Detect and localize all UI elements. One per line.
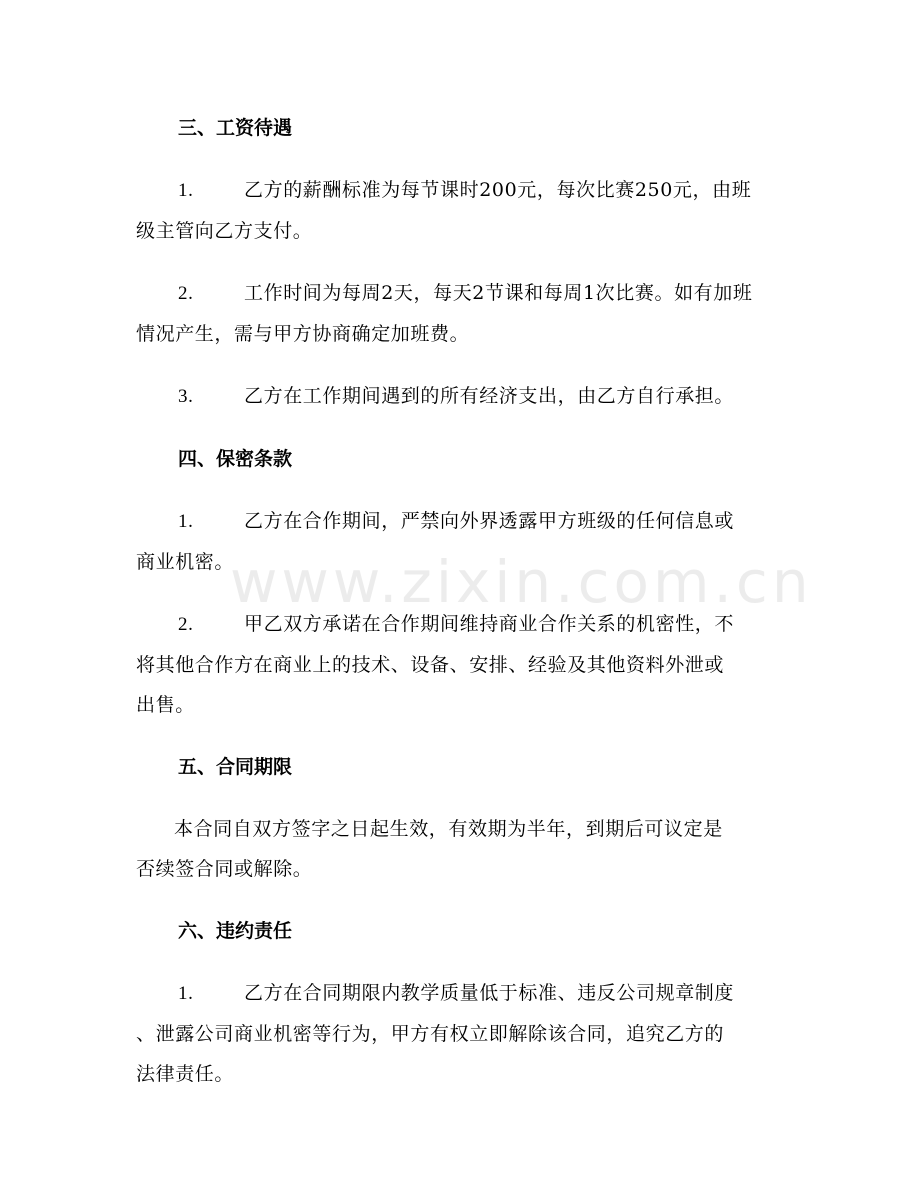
item-text: 甲乙双方承诺在合作期间维持商业合作关系的机密性，不 <box>244 613 735 635</box>
document-content <box>136 108 778 1116</box>
item-text-continued: 法律责任。 <box>136 1063 235 1085</box>
section-heading-contract-term: 五、合同期限 <box>178 756 293 778</box>
item-number: 2. <box>178 614 194 635</box>
item-text: 乙方的薪酬标准为每节课时200元，每次比赛250元，由班 <box>244 179 752 201</box>
list-item <box>136 170 778 251</box>
item-number: 2. <box>178 283 194 304</box>
item-text: 乙方在工作期间遇到的所有经济支出，由乙方自行承担。 <box>244 385 735 407</box>
section-heading-salary: 三、工资待遇 <box>178 117 293 139</box>
item-text-continued: 出售。 <box>136 694 195 716</box>
list-item <box>136 273 778 354</box>
paragraph-text: 本合同自双方签字之日起生效，有效期为半年，到期后可议定是 <box>174 818 723 840</box>
item-number: 1. <box>178 180 194 201</box>
item-text-continued: 商业机密。 <box>136 551 235 573</box>
item-number: 3. <box>178 386 194 407</box>
section-heading-confidentiality: 四、保密条款 <box>178 448 293 470</box>
item-text: 工作时间为每周2天，每天2节课和每周1次比赛。如有加班 <box>244 282 753 304</box>
watermark: www.zixin.com.cn <box>230 548 813 616</box>
item-text: 乙方在合同期限内教学质量低于标准、违反公司规章制度 <box>244 982 735 1004</box>
item-text: 乙方在合作期间，严禁向外界透露甲方班级的任何信息或 <box>244 510 735 532</box>
item-text-continued: 级主管向乙方支付。 <box>136 220 313 242</box>
list-item <box>136 501 778 582</box>
paragraph <box>136 809 778 889</box>
item-text-continued: 情况产生，需与甲方协商确定加班费。 <box>136 323 470 345</box>
section-heading-liability: 六、违约责任 <box>178 920 293 942</box>
list-item <box>136 604 778 725</box>
item-number: 1. <box>178 511 194 532</box>
item-number: 1. <box>178 983 194 1004</box>
item-text-continued: 将其他合作方在商业上的技术、设备、安排、经验及其他资料外泄或 <box>136 654 725 676</box>
paragraph-text-continued: 否续签合同或解除。 <box>136 858 313 880</box>
list-item <box>136 973 778 1094</box>
list-item <box>178 376 778 417</box>
item-text-continued: 、泄露公司商业机密等行为，甲方有权立即解除该合同，追究乙方的 <box>136 1023 725 1045</box>
